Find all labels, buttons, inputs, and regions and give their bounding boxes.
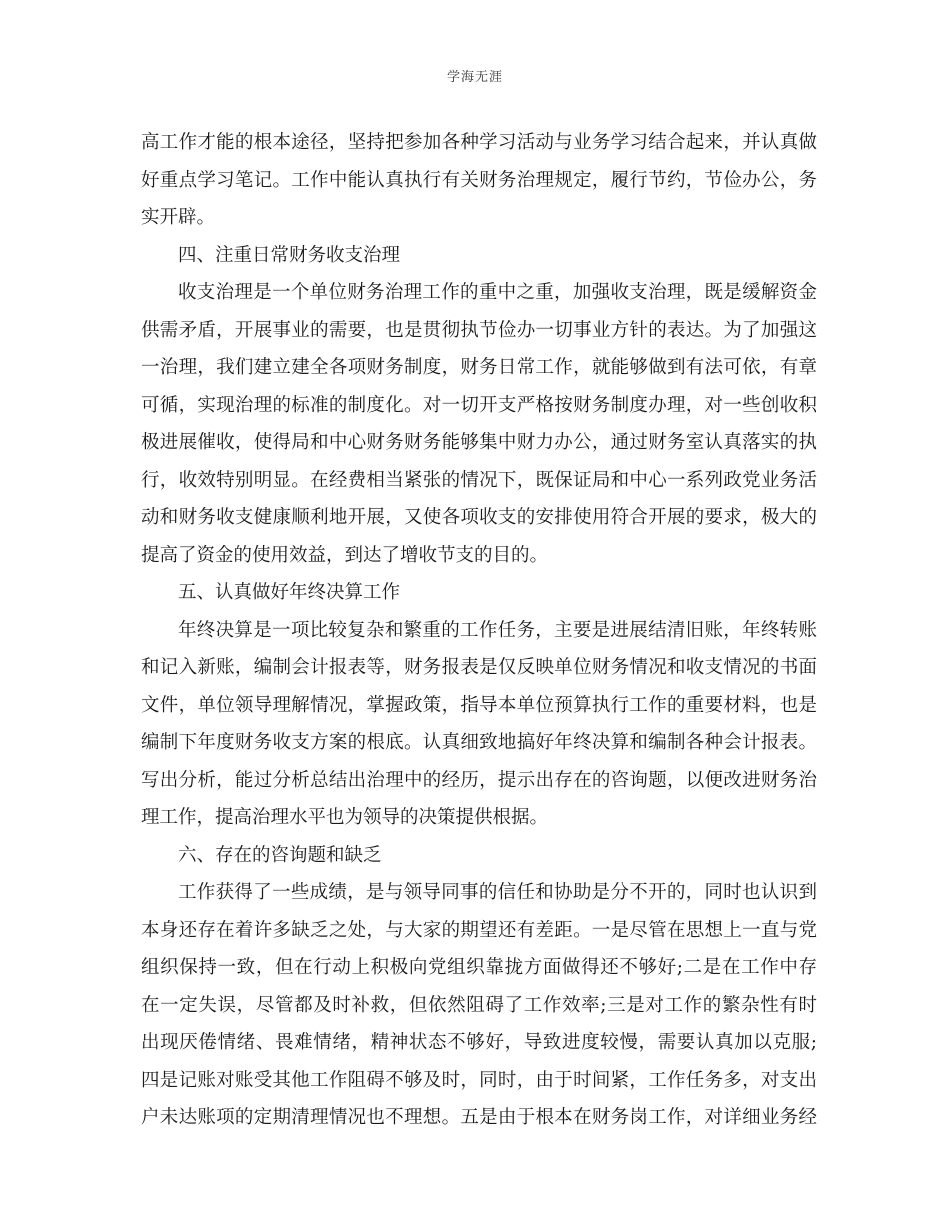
text-line: 本身还存在着许多缺乏之处，与大家的期望还有差距。一是尽管在思想上一直与党 xyxy=(141,919,817,941)
text-line: 年终决算是一项比较复杂和繁重的工作任务，主要是进展结清旧账，年终转账 xyxy=(178,619,817,641)
page-header: 学海无涯 xyxy=(446,70,503,85)
text-line: 在一定失误，尽管都及时补救，但依然阻碍了工作效率;三是对工作的繁杂性有时 xyxy=(141,994,817,1016)
text-line: 文件，单位领导理解情况，掌握政策，指导本单位预算执行工作的重要材料，也是 xyxy=(141,694,817,716)
document-body xyxy=(141,124,817,1137)
text-line: 六、存在的咨询题和缺乏 xyxy=(178,844,382,866)
text-line: 收支治理是一个单位财务治理工作的重中之重，加强收支治理，既是缓解资金 xyxy=(178,282,817,303)
text-line: 工作获得了一些成绩，是与领导同事的信任和协助是分不开的，同时也认识到 xyxy=(178,882,817,903)
text-line: 极进展催收，使得局和中心财务财务能够集中财力办公，通过财务室认真落实的执 xyxy=(141,432,817,453)
text-line: 户未达账项的定期清理情况也不理想。五是由于根本在财务岗工作，对详细业务经 xyxy=(141,1107,817,1128)
text-line: 四是记账对账受其他工作阻碍不够及时，同时，由于时间紧，工作任务多，对支出 xyxy=(141,1069,817,1091)
text-line: 四、注重日常财务收支治理 xyxy=(178,244,401,266)
text-line: 写出分析，能过分析总结出治理中的经历，提示出存在的咨询题，以便改进财务治 xyxy=(141,769,817,791)
text-line: 理工作，提高治理水平也为领导的决策提供根据。 xyxy=(141,807,549,828)
text-line: 供需矛盾，开展事业的需要，也是贯彻执节俭办一切事业方针的表达。为了加强这 xyxy=(141,319,817,341)
text-line: 行，收效特别明显。在经费相当紧张的情况下，既保证局和中心一系列政党业务活 xyxy=(141,469,817,491)
text-line: 一治理，我们建立建全各项财务制度，财务日常工作，就能够做到有法可依，有章 xyxy=(141,357,817,378)
text-line: 实开辟。 xyxy=(141,207,216,228)
text-line: 编制下年度财务收支方案的根底。认真细致地搞好年终决算和编制各种会计报表。 xyxy=(141,732,817,753)
text-line: 出现厌倦情绪、畏难情绪，精神状态不够好，导致进度较慢，需要认真加以克服; xyxy=(141,1032,817,1053)
text-line: 组织保持一致，但在行动上积极向党组织靠拢方面做得还不够好;二是在工作中存 xyxy=(141,957,817,978)
text-line: 提高了资金的使用效益，到达了增收节支的目的。 xyxy=(141,544,549,566)
text-line: 动和财务收支健康顺利地开展，又使各项收支的安排使用符合开展的要求，极大的 xyxy=(141,507,817,528)
text-line: 五、认真做好年终决算工作 xyxy=(178,582,401,603)
text-line: 可循，实现治理的标准的制度化。对一切开支严格按财务制度办理，对一些创收积 xyxy=(141,394,817,416)
text-line: 和记入新账，编制会计报表等，财务报表是仅反映单位财务情况和收支情况的书面 xyxy=(141,657,817,678)
text-line: 高工作才能的根本途径，坚持把参加各种学习活动与业务学习结合起来，并认真做 xyxy=(141,132,817,153)
text-line: 好重点学习笔记。工作中能认真执行有关财务治理规定，履行节约，节俭办公，务 xyxy=(141,169,817,191)
